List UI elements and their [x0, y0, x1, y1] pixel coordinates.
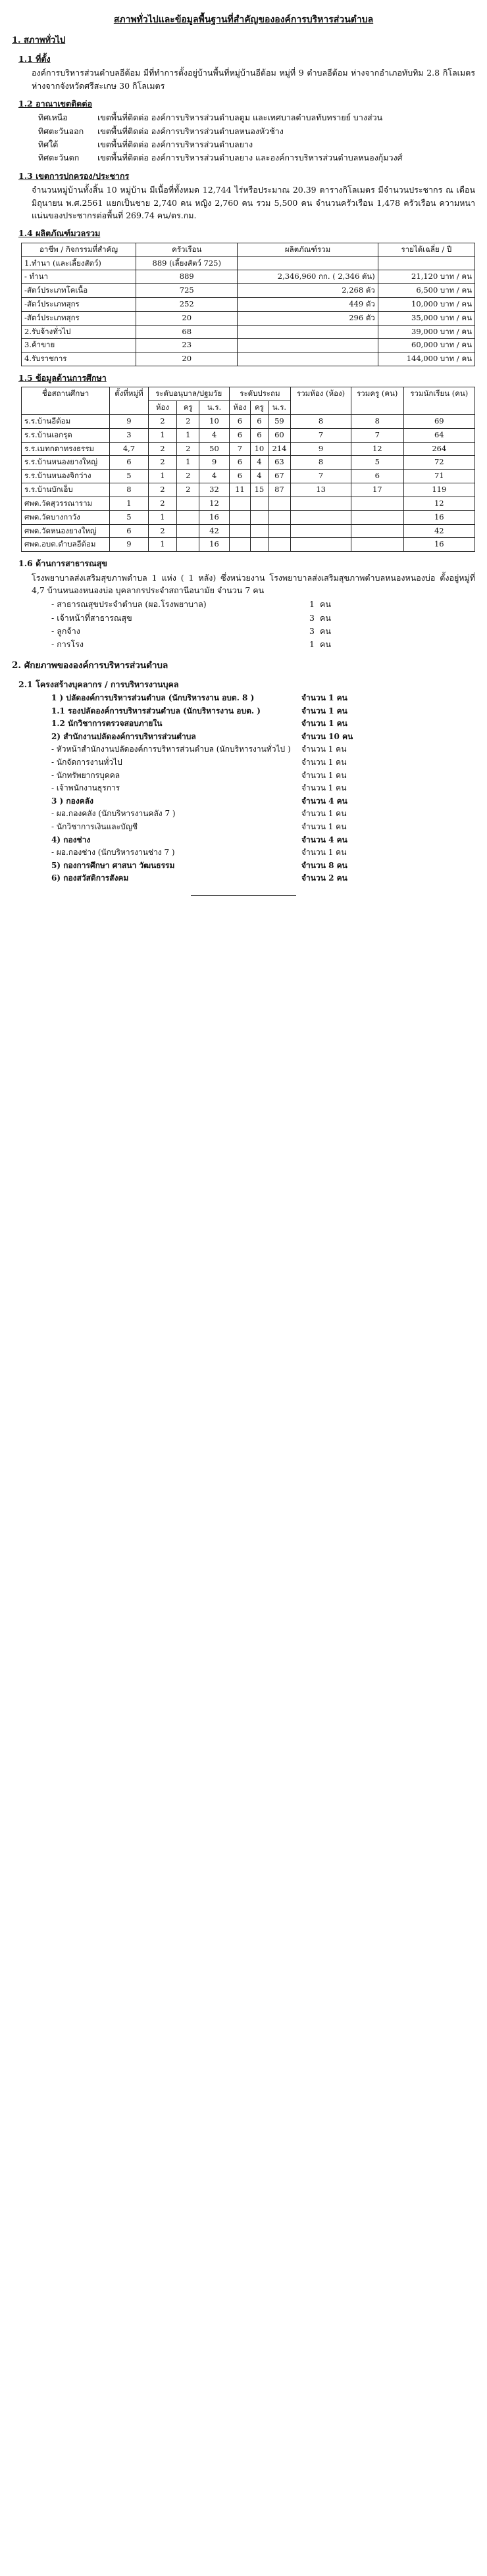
table-row — [22, 415, 475, 429]
table-cell: 12 — [199, 497, 229, 510]
table-cell: -สัตว์ประเภทโคเนื้อ — [22, 284, 136, 298]
table-cell: 87 — [268, 483, 291, 497]
table-cell — [268, 497, 291, 510]
item-label: - สาธารณสุขประจำตำบล (ผอ.โรงพยาบาล) — [51, 599, 207, 610]
table-cell — [268, 538, 291, 552]
staff-position: 2) สำนักงานปลัดองค์การบริหารส่วนตำบล — [51, 731, 196, 741]
staff-count: จำนวน 1 คน — [301, 744, 347, 754]
area-direction: ทิศเหนือ — [38, 112, 68, 123]
staff-count: จำนวน 1 คน — [301, 706, 347, 716]
staff-count: จำนวน 8 คน — [301, 860, 347, 870]
table-cell: 67 — [268, 470, 291, 483]
admin-text: จำนวนหมู่บ้านทั้งสิ้น 10 หมู่บ้าน มีเนื้อที่ทั้งหมด 12,744 ไร่หรือประมาณ 20.39 ตารางกิโลเมตร มีจำนวนประชากร ณ เดือน มิถุนายน พ.ศ.2561 แยกเป็นชาย 2,740 คน หญิง 2,760 คน รวม 5,500 คน จำนวนครัวเรือน 1,478 ครัวเรือน ความหนาแน่นของประชากรต่อพื้นที่ 269.74 คน/ตร.กม. — [32, 185, 475, 220]
table-row — [22, 470, 475, 483]
table-cell: 11 — [229, 483, 251, 497]
table-cell: 60 — [268, 428, 291, 442]
staff-count: จำนวน 2 คน — [301, 873, 347, 883]
table-cell — [291, 497, 351, 510]
staff-list — [12, 692, 475, 885]
section-1-heading: 1. สภาพทั่วไป — [12, 35, 66, 45]
table-subheader: น.ร. — [268, 401, 291, 415]
staff-count: จำนวน 1 คน — [301, 848, 347, 858]
staff-position: 5) กองการศึกษา ศาสนา วัฒนธรรม — [51, 860, 175, 870]
table-cell — [229, 538, 251, 552]
list-item — [51, 625, 475, 637]
table-cell: 35,000 บาท / คน — [378, 311, 474, 325]
table-cell: 10,000 บาท / คน — [378, 297, 474, 311]
table-cell: 119 — [403, 483, 474, 497]
table-header: ครัวเรือน — [136, 243, 238, 256]
admin-heading: 1.3 เขตการปกครอง/ประชากร — [18, 170, 130, 181]
staff-row — [51, 756, 475, 769]
table-subheader: ครู — [177, 401, 199, 415]
area-row — [38, 138, 475, 151]
area-direction: ทิศตะวันออก — [38, 126, 84, 136]
table-cell: 6 — [110, 456, 149, 470]
staff-position: - นักทรัพยากรบุคคล — [51, 770, 120, 780]
table-cell — [229, 510, 251, 524]
item-count: 3 — [309, 612, 315, 623]
table-cell: 2,346,960 กก. ( 2,346 ตัน) — [238, 270, 378, 284]
table-row — [22, 538, 475, 552]
table-cell: 16 — [199, 538, 229, 552]
table-cell: ศพด.วัดหนองยางใหญ่ — [22, 524, 110, 538]
table-cell: 5 — [110, 510, 149, 524]
table-cell — [351, 538, 403, 552]
table-cell: 16 — [403, 510, 474, 524]
staff-count: จำนวน 10 คน — [301, 731, 353, 741]
staff-row — [51, 769, 475, 782]
table-cell: 9 — [110, 415, 149, 429]
area-direction: ทิศใต้ — [38, 139, 59, 150]
table-cell: 16 — [403, 538, 474, 552]
table-header: ตั้งที่หมู่ที่ — [110, 387, 149, 415]
agri-table — [21, 243, 475, 366]
table-cell — [251, 524, 268, 538]
table-cell: 59 — [268, 415, 291, 429]
table-cell: 4 — [251, 470, 268, 483]
table-cell: 10 — [199, 415, 229, 429]
table-row — [22, 339, 475, 352]
table-row — [22, 297, 475, 311]
staff-row — [51, 717, 475, 730]
staff-position: 4) กองช่าง — [51, 835, 91, 844]
table-cell: 725 — [136, 284, 238, 298]
table-cell: -สัตว์ประเภทสุกร — [22, 297, 136, 311]
edu-table — [21, 387, 475, 552]
table-row — [22, 270, 475, 284]
personnel-heading: 2.1 โครงสร้างบุคลากร / การบริหารงานบุคล — [18, 679, 179, 689]
table-cell — [268, 524, 291, 538]
table-cell: 2 — [177, 470, 199, 483]
table-cell: ร.ร.เมทกดาทรงธรรม — [22, 442, 110, 456]
table-cell: 6 — [229, 456, 251, 470]
edu-heading: 1.5 ข้อมูลด้านการศึกษา — [18, 373, 107, 383]
table-cell: ศพด.วัดบางกาวัง — [22, 510, 110, 524]
table-cell: 63 — [268, 456, 291, 470]
staff-count: จำนวน 1 คน — [301, 693, 347, 703]
table-cell — [238, 256, 378, 270]
table-row — [22, 284, 475, 298]
staff-position: - ผอ.กองคลัง (นักบริหารงานคลัง 7 ) — [51, 809, 176, 819]
table-cell — [177, 538, 199, 552]
table-cell: 3 — [110, 428, 149, 442]
table-cell: 42 — [403, 524, 474, 538]
table-cell — [177, 497, 199, 510]
area-description: เขตพื้นที่ติดต่อ องค์การบริหารส่วนตำบลยาง และองค์การบริหารส่วนตำบลหนองกุ้มวงศ์ — [97, 153, 403, 163]
table-cell — [268, 510, 291, 524]
table-cell: 2,268 ตัว — [238, 284, 378, 298]
table-cell: 6 — [229, 428, 251, 442]
table-cell — [251, 510, 268, 524]
table-cell: 6 — [351, 470, 403, 483]
table-cell — [238, 325, 378, 339]
table-cell: ร.ร.บ้านหนองจิกว่าง — [22, 470, 110, 483]
staff-row — [51, 834, 475, 846]
section-2-heading: 2. ศักยภาพขององค์การบริหารส่วนตำบล — [12, 660, 168, 671]
staff-row — [51, 731, 475, 743]
item-label: - ลูกจ้าง — [51, 626, 80, 637]
table-cell: 71 — [403, 470, 474, 483]
area-row — [38, 111, 475, 124]
table-cell: 144,000 บาท / คน — [378, 352, 474, 366]
table-cell: 1 — [148, 428, 176, 442]
table-cell: 2 — [148, 497, 176, 510]
table-cell: 2 — [148, 442, 176, 456]
item-count: 3 — [309, 626, 315, 637]
staff-count: จำนวน 4 คน — [301, 796, 347, 806]
table-subheader: น.ร. — [199, 401, 229, 415]
document-title: สภาพทั่วไปและข้อมูลพื้นฐานที่สำคัญขององค์การบริหารส่วนตำบล — [113, 14, 374, 25]
table-cell: 50 — [199, 442, 229, 456]
staff-count: จำนวน 1 คน — [301, 758, 347, 767]
list-item — [51, 638, 475, 650]
table-header: ชื่อสถานศึกษา — [22, 387, 110, 415]
table-cell: ศพด.อบต.ตำบลอีต้อม — [22, 538, 110, 552]
table-cell: 296 ตัว — [238, 311, 378, 325]
staff-count: จำนวน 4 คน — [301, 835, 347, 844]
table-cell — [351, 510, 403, 524]
table-cell — [177, 524, 199, 538]
table-row — [22, 442, 475, 456]
table-cell: 20 — [136, 311, 238, 325]
table-cell: ร.ร.บ้านบักเอ็บ — [22, 483, 110, 497]
staff-row — [51, 872, 475, 885]
agri-heading: 1.4 ผลิตภัณฑ์มวลรวม — [18, 228, 101, 239]
table-cell: ร.ร.บ้านหนองยางใหญ่ — [22, 456, 110, 470]
table-cell: 2 — [148, 524, 176, 538]
health-text: โรงพยาบาลส่งเสริมสุขภาพตำบล 1 แห่ง ( 1 หลัง) ซึ่งหน่วยงาน โรงพยาบาลส่งเสริมสุขภาพตำบลหนองหนองบ่อ ตั้งอยู่หมู่ที่ 4,7 บ้านหนองหนองบ่อ บุคลากรประจำสถานีอนามัย จำนวน 7 คน — [32, 572, 475, 595]
table-cell: 72 — [403, 456, 474, 470]
staff-row — [51, 860, 475, 872]
area-description: เขตพื้นที่ติดต่อ องค์การบริหารส่วนตำบลหนองหัวช้าง — [97, 126, 284, 136]
staff-position: 3 ) กองคลัง — [51, 796, 93, 806]
table-cell: 1 — [148, 510, 176, 524]
staff-position: 6) กองสวัสดิการสังคม — [51, 873, 129, 883]
item-unit: คน — [320, 639, 331, 650]
table-subheader: ห้อง — [148, 401, 176, 415]
area-description: เขตพื้นที่ติดต่อ องค์การบริหารส่วนตำบลยาง — [97, 139, 253, 150]
table-cell: 9 — [291, 442, 351, 456]
table-cell: 1 — [148, 538, 176, 552]
table-cell: 2 — [148, 456, 176, 470]
table-header: รวมครู (คน) — [351, 387, 403, 415]
table-cell — [378, 256, 474, 270]
table-cell: 42 — [199, 524, 229, 538]
staff-position: 1 ) ปลัดองค์การบริหารส่วนตำบล (นักบริหารงาน อบต. 8 ) — [51, 693, 255, 703]
table-cell: 7 — [291, 428, 351, 442]
table-cell: 4 — [251, 456, 268, 470]
staff-position: 1.2 นักวิชาการตรวจสอบภายใน — [51, 719, 163, 729]
table-cell — [351, 497, 403, 510]
table-cell — [351, 524, 403, 538]
staff-row — [51, 821, 475, 833]
staff-position: - ผอ.กองช่าง (นักบริหารงานช่าง 7 ) — [51, 848, 175, 858]
table-cell: 60,000 บาท / คน — [378, 339, 474, 352]
table-cell: 5 — [351, 456, 403, 470]
table-cell — [291, 538, 351, 552]
table-cell: 1 — [177, 456, 199, 470]
table-cell: 6 — [251, 415, 268, 429]
table-cell: 1 — [177, 428, 199, 442]
table-cell: 8 — [291, 456, 351, 470]
staff-count: จำนวน 1 คน — [301, 783, 347, 793]
area-row — [38, 125, 475, 137]
table-cell: 64 — [403, 428, 474, 442]
end-divider — [191, 895, 296, 896]
table-row — [22, 456, 475, 470]
table-cell: -สัตว์ประเภทสุกร — [22, 311, 136, 325]
table-cell: 13 — [291, 483, 351, 497]
staff-position: - นักจัดการงานทั่วไป — [51, 758, 122, 767]
health-list — [12, 598, 475, 651]
staff-row — [51, 846, 475, 859]
table-cell: ศพด.วัดสุวรรณาราม — [22, 497, 110, 510]
table-cell: 6 — [251, 428, 268, 442]
table-cell: 4 — [199, 428, 229, 442]
table-cell: 15 — [251, 483, 268, 497]
table-cell: 7 — [291, 470, 351, 483]
item-unit: คน — [320, 612, 331, 623]
table-header: ผลิตภัณฑ์รวม — [238, 243, 378, 256]
table-cell: 20 — [136, 352, 238, 366]
table-cell — [238, 339, 378, 352]
item-count: 1 — [309, 599, 315, 610]
table-cell: 1 — [110, 497, 149, 510]
staff-row — [51, 705, 475, 717]
table-cell: - ทำนา — [22, 270, 136, 284]
table-header: รวมห้อง (ห้อง) — [291, 387, 351, 415]
table-header: รายได้เฉลี่ย / ปี — [378, 243, 474, 256]
table-row — [22, 497, 475, 510]
staff-count: จำนวน 1 คน — [301, 719, 347, 729]
location-heading: 1.1 ที่ตั้ง — [18, 53, 51, 64]
staff-count: จำนวน 1 คน — [301, 822, 347, 831]
staff-count: จำนวน 1 คน — [301, 809, 347, 819]
table-cell: 16 — [199, 510, 229, 524]
table-cell: 8 — [351, 415, 403, 429]
table-cell: 2.รับจ้างทั่วไป — [22, 325, 136, 339]
area-row — [38, 151, 475, 164]
staff-row — [51, 808, 475, 820]
list-item — [51, 598, 475, 610]
item-label: - เจ้าหน้าที่สาธารณสุข — [51, 612, 132, 623]
table-cell — [291, 524, 351, 538]
list-item — [51, 612, 475, 624]
table-row — [22, 483, 475, 497]
table-cell: 252 — [136, 297, 238, 311]
table-cell — [251, 497, 268, 510]
table-cell: 69 — [403, 415, 474, 429]
table-cell: 4,7 — [110, 442, 149, 456]
table-cell: 68 — [136, 325, 238, 339]
table-cell: 9 — [199, 456, 229, 470]
table-cell: 889 — [136, 270, 238, 284]
table-subheader: ครู — [251, 401, 268, 415]
staff-row — [51, 743, 475, 756]
table-row — [22, 256, 475, 270]
table-cell: 6 — [110, 524, 149, 538]
staff-position: - นักวิชาการเงินและบัญชี — [51, 822, 138, 831]
table-cell: 6 — [229, 470, 251, 483]
table-cell: 4.รับราชการ — [22, 352, 136, 366]
location-text: องค์การบริหารส่วนตำบลอีต้อม มีที่ทำการตั้งอยู่บ้านพื้นที่หมู่บ้านอีต้อม หมู่ที่ 9 ตำบลอีต้อม ห่างจากอำเภอทับทิม 2.8 กิโลเมตร ห่างจากจังหวัดศรีสะเกษ 30 กิโลเมตร — [32, 68, 475, 91]
table-subheader: ห้อง — [229, 401, 251, 415]
table-cell: 5 — [110, 470, 149, 483]
table-cell: 2 — [148, 415, 176, 429]
table-cell — [229, 524, 251, 538]
table-row — [22, 510, 475, 524]
table-row — [22, 352, 475, 366]
table-header: ระดับประถม — [229, 387, 291, 401]
table-header: รวมนักเรียน (คน) — [403, 387, 474, 415]
item-count: 1 — [309, 639, 315, 650]
table-cell: 1 — [148, 470, 176, 483]
table-row — [22, 428, 475, 442]
table-header: อาชีพ / กิจกรรมที่สำคัญ — [22, 243, 136, 256]
table-cell — [238, 352, 378, 366]
table-row — [22, 311, 475, 325]
table-cell: 1.ทำนา (และเลี้ยงสัตว์) — [22, 256, 136, 270]
table-cell: 9 — [110, 538, 149, 552]
document-page — [12, 13, 475, 896]
table-cell: 8 — [110, 483, 149, 497]
item-unit: คน — [320, 599, 331, 610]
staff-count: จำนวน 1 คน — [301, 770, 347, 780]
area-list — [12, 111, 475, 164]
table-cell: 2 — [177, 415, 199, 429]
table-cell: 6 — [229, 415, 251, 429]
area-description: เขตพื้นที่ติดต่อ องค์การบริหารส่วนตำบลตูม และเทศบาลตำบลทับทรายย์ บางส่วน — [97, 112, 383, 123]
table-cell — [251, 538, 268, 552]
staff-position: 1.1 รองปลัดองค์การบริหารส่วนตำบล (นักบริหารงาน อบต. ) — [51, 706, 261, 716]
staff-position: - เจ้าพนักงานธุรการ — [51, 783, 120, 793]
table-cell: 2 — [177, 483, 199, 497]
table-cell: 12 — [351, 442, 403, 456]
table-header: ระดับอนุบาล/ปฐมวัย — [148, 387, 229, 401]
area-direction: ทิศตะวันตก — [38, 153, 80, 163]
table-cell: 7 — [229, 442, 251, 456]
table-cell: 8 — [291, 415, 351, 429]
table-cell: 32 — [199, 483, 229, 497]
table-cell — [177, 510, 199, 524]
area-heading: 1.2 อาณาเขตติดต่อ — [18, 98, 93, 109]
table-cell: 4 — [199, 470, 229, 483]
item-label: - การโรง — [51, 639, 84, 650]
table-cell: ร.ร.บ้านเอกรุด — [22, 428, 110, 442]
item-unit: คน — [320, 626, 331, 637]
staff-position: - หัวหน้าสำนักงานปลัดองค์การบริหารส่วนตำบล (นักบริหารงานทั่วไป ) — [51, 744, 291, 754]
table-cell: 23 — [136, 339, 238, 352]
table-row — [22, 524, 475, 538]
health-heading: 1.6 ด้านการสาธารณสุข — [18, 558, 107, 569]
table-cell: 12 — [403, 497, 474, 510]
table-cell: 449 ตัว — [238, 297, 378, 311]
table-row — [22, 325, 475, 339]
table-cell: 6,500 บาท / คน — [378, 284, 474, 298]
table-cell: 17 — [351, 483, 403, 497]
staff-row — [51, 795, 475, 808]
table-cell: 214 — [268, 442, 291, 456]
table-cell — [291, 510, 351, 524]
table-cell: ร.ร.บ้านอีต้อม — [22, 415, 110, 429]
staff-row — [51, 782, 475, 794]
table-cell: 264 — [403, 442, 474, 456]
table-cell: 2 — [177, 442, 199, 456]
table-cell: 2 — [148, 483, 176, 497]
staff-row — [51, 692, 475, 704]
table-cell — [229, 497, 251, 510]
table-cell: 10 — [251, 442, 268, 456]
table-cell: 3.ค้าขาย — [22, 339, 136, 352]
table-cell: 889 (เลี้ยงสัตว์ 725) — [136, 256, 238, 270]
table-cell: 39,000 บาท / คน — [378, 325, 474, 339]
table-cell: 7 — [351, 428, 403, 442]
table-cell: 21,120 บาท / คน — [378, 270, 474, 284]
